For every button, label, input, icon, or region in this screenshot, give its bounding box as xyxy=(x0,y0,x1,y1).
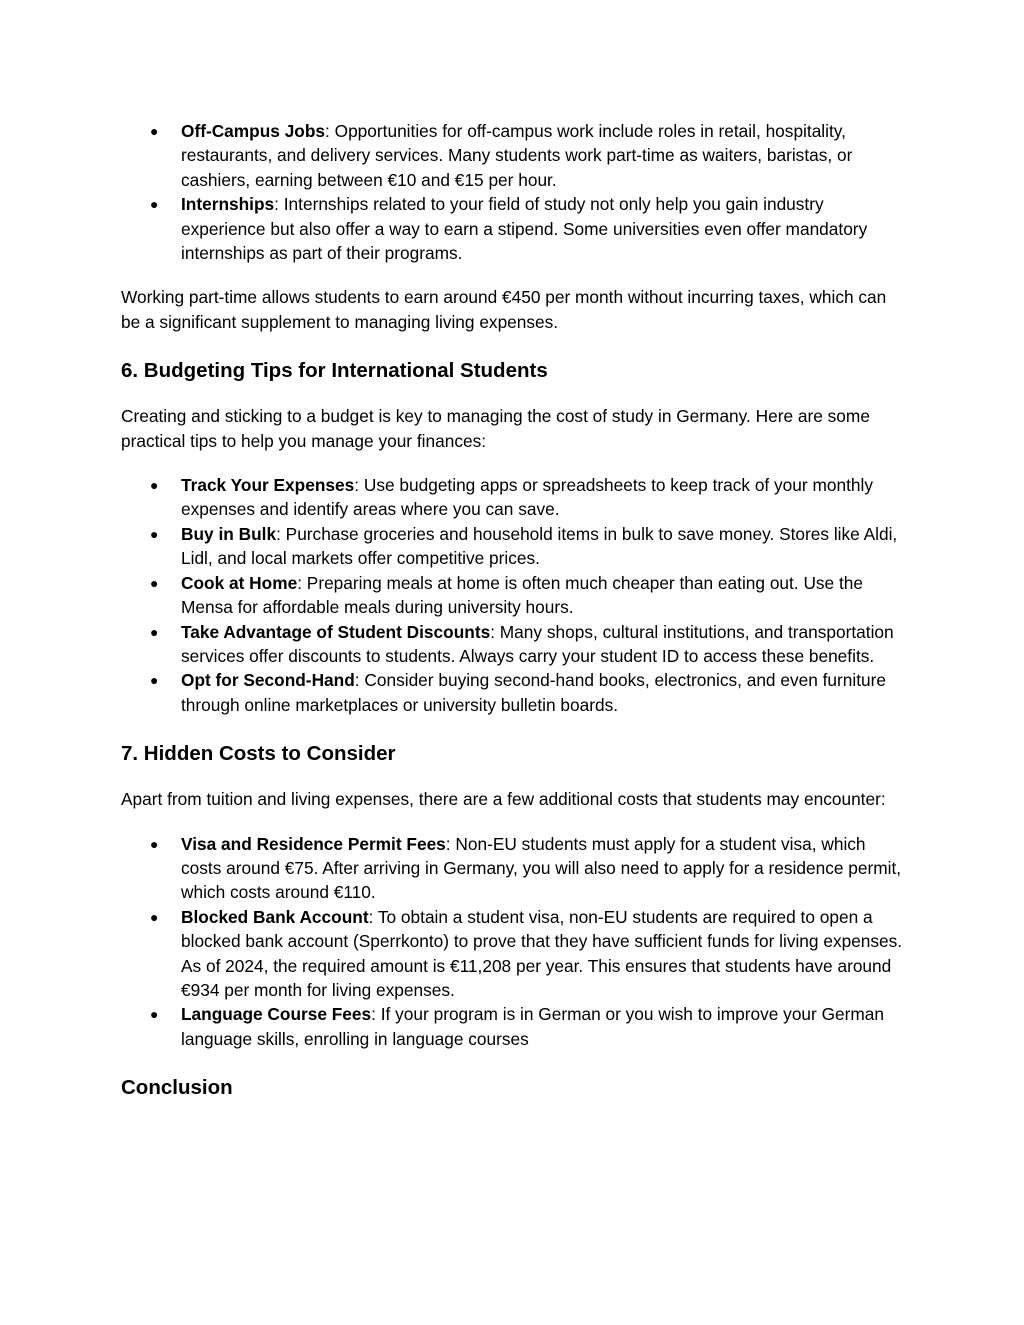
list-item xyxy=(150,905,906,1003)
list-item-text: : Internships related to your field of study not only help you gain industry experience but also offer a way to earn a stipend. Some universities even offer mandatory internships as part of their programs. xyxy=(181,194,868,264)
list-item-text: : To obtain a student visa, non-EU students are required to open a blocked bank account (Sperrkonto) to prove that they have sufficient funds for living expenses. As of 2024, the required amount is €11,208 per year. This ensures that students have around €934 per month for living expenses. xyxy=(181,906,903,1000)
working-paragraph: Working part-time allows students to earn around €450 per month without incurring taxes, which can be a significant supplement to managing living expenses. xyxy=(121,287,887,332)
bullet-icon: ● xyxy=(150,623,159,640)
list-item-text: : Consider buying second-hand books, electronics, and even furniture through online marketplaces or university bulletin boards. xyxy=(181,670,887,715)
bullet-icon: ● xyxy=(150,1006,159,1023)
list-item xyxy=(150,192,906,265)
section-6-intro: Creating and sticking to a budget is key to managing the cost of study in Germany. Here are some practical tips to help you manage your finances: xyxy=(121,406,870,451)
section-7-heading: 7. Hidden Costs to Consider xyxy=(121,742,396,766)
list-item-text: : Opportunities for off-campus work include roles in retail, hospitality, restaurants, and delivery services. Many students work part-time as waiters, baristas, or cashiers, earning between €10 and €15 per hour. xyxy=(181,121,853,190)
list-item-text: : Preparing meals at home is often much cheaper than eating out. Use the Mensa for affordable meals during university hours. xyxy=(181,572,863,618)
list-item-title: Buy in Bulk xyxy=(181,523,277,544)
list-item xyxy=(150,1002,906,1051)
document-page xyxy=(121,119,906,1101)
hidden-costs-list xyxy=(121,832,906,1052)
list-item-title: Blocked Bank Account xyxy=(181,906,369,927)
section-6-heading: 6. Budgeting Tips for International Students xyxy=(121,359,548,383)
bullet-icon: ● xyxy=(150,477,159,494)
list-item-title: Take Advantage of Student Discounts xyxy=(181,621,491,642)
list-item xyxy=(150,620,906,669)
list-item-title: Track Your Expenses xyxy=(181,475,355,496)
list-item xyxy=(150,473,906,522)
bullet-icon: ● xyxy=(150,908,159,925)
list-item-text: : Non-EU students must apply for a student visa, which costs around €75. After arriving in Germany, you will also need to apply for a residence permit, which costs around €110. xyxy=(181,833,902,903)
bullet-icon: ● xyxy=(150,123,159,139)
list-item xyxy=(150,571,906,620)
list-item xyxy=(150,832,906,905)
list-item-text: : Many shops, cultural institutions, and transportation services offer discounts to students. Always carry your student ID to access these benefits. xyxy=(181,621,894,666)
bullet-icon: ● xyxy=(150,525,159,542)
list-item-title: Cook at Home xyxy=(181,572,298,593)
bullet-icon: ● xyxy=(150,574,159,591)
list-item xyxy=(150,119,906,192)
list-item xyxy=(150,668,906,717)
bullet-icon: ● xyxy=(150,196,159,213)
list-item-title: Off-Campus Jobs xyxy=(181,121,326,141)
list-item-title: Visa and Residence Permit Fees xyxy=(181,833,446,854)
list-item-text: : Use budgeting apps or spreadsheets to keep track of your monthly expenses and identify areas where you can save. xyxy=(181,475,873,520)
bullet-icon: ● xyxy=(150,672,159,689)
list-item xyxy=(150,522,906,571)
job-options-list xyxy=(121,119,906,265)
bullet-icon: ● xyxy=(150,835,159,852)
list-item-text: : If your program is in German or you wish to improve your German language skills, enrolling in language courses xyxy=(181,1004,885,1049)
list-item-title: Internships xyxy=(181,194,275,215)
list-item-text: : Purchase groceries and household items in bulk to save money. Stores like Aldi, Lidl, and local markets offer competitive prices. xyxy=(181,523,898,569)
list-item-title: Language Course Fees xyxy=(181,1004,372,1025)
section-7-intro: Apart from tuition and living expenses, there are a few additional costs that students may encounter: xyxy=(121,789,886,810)
list-item-title: Opt for Second-Hand xyxy=(181,670,355,691)
conclusion-heading: Conclusion xyxy=(121,1076,233,1100)
budgeting-tips-list xyxy=(121,473,906,717)
